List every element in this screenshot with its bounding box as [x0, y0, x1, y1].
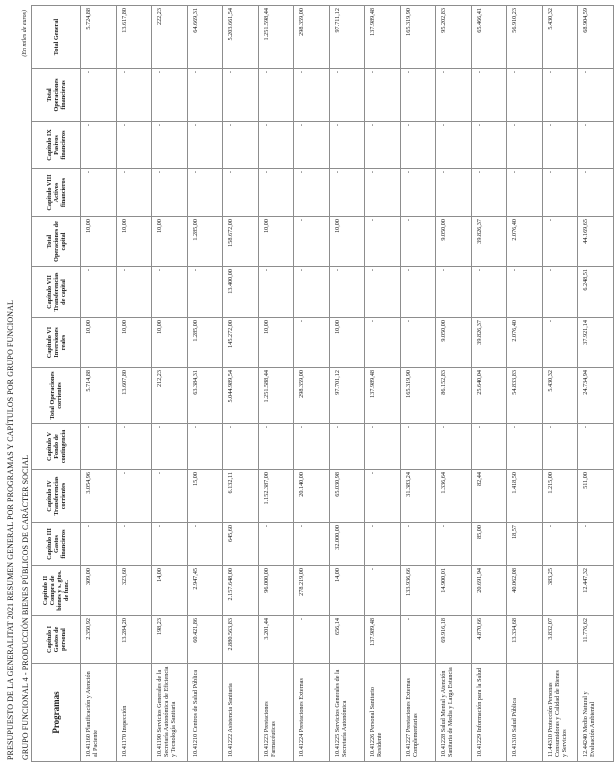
amount-cell: -: [258, 169, 294, 217]
program-name-cell: 10.41229 Información para la Salud: [471, 664, 507, 762]
amount-cell: -: [152, 169, 188, 217]
program-name-cell: 10.41228 Salud Mental y Atención Sanitaria de Media y Larga Estancia: [436, 664, 472, 762]
amount-cell: 65.030,98: [329, 470, 365, 523]
amount-cell: 3.054,96: [81, 470, 117, 523]
amount-cell: -: [329, 169, 365, 217]
amount-cell: -: [294, 616, 330, 664]
column-header: Capítulo VIII Activos financieros: [32, 169, 81, 217]
amount-cell: -: [436, 523, 472, 566]
column-header: Total Operaciones de capital: [32, 217, 81, 267]
amount-cell: -: [187, 169, 223, 217]
amount-cell: -: [436, 122, 472, 169]
amount-cell: -: [542, 69, 578, 122]
amount-cell: -: [400, 69, 436, 122]
table-row: [223, 6, 259, 762]
amount-cell: -: [116, 122, 152, 169]
amount-cell: -: [329, 424, 365, 470]
amount-cell: -: [400, 169, 436, 217]
amount-cell: 133.936,66: [400, 566, 436, 616]
amount-cell: -: [400, 122, 436, 169]
program-name-cell: 10.41310 Salud Pública: [507, 664, 543, 762]
units-note: (En miles de euros): [22, 10, 28, 57]
amount-cell: -: [81, 122, 117, 169]
amount-cell: 5.044.989,54: [223, 368, 259, 424]
amount-cell: 383,25: [542, 566, 578, 616]
amount-cell: 37.921,14: [578, 318, 614, 368]
amount-cell: -: [223, 69, 259, 122]
amount-cell: -: [258, 267, 294, 318]
amount-cell: 82,44: [471, 470, 507, 523]
amount-cell: -: [507, 122, 543, 169]
amount-cell: 1.215,00: [542, 470, 578, 523]
amount-cell: -: [507, 424, 543, 470]
budget-table: [31, 5, 614, 762]
column-header: Capítulo III Gastos financieros: [32, 523, 81, 566]
amount-cell: 309,00: [81, 566, 117, 616]
amount-cell: -: [542, 424, 578, 470]
program-name-cell: 10.41160 Planificación y Atención al Paciente: [81, 664, 117, 762]
amount-cell: -: [436, 169, 472, 217]
amount-cell: 2.076,40: [507, 217, 543, 267]
amount-cell: 212,23: [152, 368, 188, 424]
amount-cell: 13.617,80: [116, 6, 152, 69]
amount-cell: -: [365, 217, 401, 267]
amount-cell: -: [507, 69, 543, 122]
amount-cell: 6.248,51: [578, 267, 614, 318]
amount-cell: -: [187, 424, 223, 470]
program-name-cell: 10.41170 Inspección: [116, 664, 152, 762]
amount-cell: -: [578, 424, 614, 470]
amount-cell: 298.359,00: [294, 6, 330, 69]
amount-cell: -: [223, 169, 259, 217]
amount-cell: 3.201,44: [258, 616, 294, 664]
amount-cell: -: [81, 267, 117, 318]
amount-cell: 39.826,37: [471, 318, 507, 368]
amount-cell: -: [258, 523, 294, 566]
amount-cell: 24.734,94: [578, 368, 614, 424]
amount-cell: 5.430,32: [542, 6, 578, 69]
amount-cell: -: [152, 122, 188, 169]
amount-cell: -: [542, 523, 578, 566]
table-row: [116, 6, 152, 762]
amount-cell: 1.251.588,44: [258, 368, 294, 424]
amount-cell: -: [258, 122, 294, 169]
table-row: [542, 6, 578, 762]
amount-cell: -: [223, 424, 259, 470]
amount-cell: -: [294, 318, 330, 368]
amount-cell: 69.916,18: [436, 616, 472, 664]
amount-cell: 2.947,45: [187, 566, 223, 616]
amount-cell: 2.076,40: [507, 318, 543, 368]
column-header: Capítulo V Fondo de contingencia: [32, 424, 81, 470]
program-name-cell: 11.44310 Protección Personas Consumidoras y Calidad de Bienes y Servicios: [542, 664, 578, 762]
program-name-cell: 10.41190 Servicios Generales de la Secretaría Autonómica de Eficiencia y Tecnología Sanitaria: [152, 664, 188, 762]
program-name-cell: 10.41210 Centros de Salud Pública: [187, 664, 223, 762]
amount-cell: -: [400, 424, 436, 470]
amount-cell: 1.336,64: [436, 470, 472, 523]
amount-cell: -: [81, 424, 117, 470]
amount-cell: 44.169,65: [578, 217, 614, 267]
amount-cell: -: [365, 169, 401, 217]
amount-cell: -: [542, 267, 578, 318]
amount-cell: -: [116, 69, 152, 122]
amount-cell: -: [542, 169, 578, 217]
amount-cell: -: [116, 267, 152, 318]
amount-cell: -: [223, 122, 259, 169]
column-header: Total General: [32, 6, 81, 69]
amount-cell: 5.430,32: [542, 368, 578, 424]
amount-cell: -: [187, 122, 223, 169]
amount-cell: -: [81, 169, 117, 217]
amount-cell: 137.989,48: [365, 6, 401, 69]
amount-cell: 10,00: [329, 217, 365, 267]
table-row: [400, 6, 436, 762]
amount-cell: -: [471, 169, 507, 217]
amount-cell: 2.157.648,00: [223, 566, 259, 616]
table-row: [329, 6, 365, 762]
program-name-cell: 10.41224 Prestaciones Externas: [294, 664, 330, 762]
amount-cell: -: [294, 424, 330, 470]
column-header-programas: Programas: [32, 664, 81, 762]
amount-cell: -: [365, 318, 401, 368]
program-name-cell: 10.41223 Prestaciones Farmacéuticas: [258, 664, 294, 762]
amount-cell: 10,00: [329, 318, 365, 368]
table-row: [152, 6, 188, 762]
amount-cell: -: [507, 267, 543, 318]
amount-cell: -: [152, 267, 188, 318]
amount-cell: -: [187, 267, 223, 318]
amount-cell: 10,00: [81, 217, 117, 267]
amount-cell: 95.202,83: [436, 6, 472, 69]
amount-cell: 10,00: [258, 217, 294, 267]
amount-cell: 11.776,62: [578, 616, 614, 664]
amount-cell: 198,23: [152, 616, 188, 664]
amount-cell: -: [578, 122, 614, 169]
amount-cell: -: [152, 470, 188, 523]
amount-cell: 2.350,92: [81, 616, 117, 664]
amount-cell: 13.607,80: [116, 368, 152, 424]
amount-cell: -: [365, 267, 401, 318]
amount-cell: 15,00: [187, 470, 223, 523]
amount-cell: 656,14: [329, 616, 365, 664]
amount-cell: -: [471, 424, 507, 470]
amount-cell: -: [400, 523, 436, 566]
column-header: Total Operaciones corrientes: [32, 368, 81, 424]
amount-cell: -: [152, 523, 188, 566]
amount-cell: 10,00: [116, 318, 152, 368]
amount-cell: 2.880.563,83: [223, 616, 259, 664]
amount-cell: -: [436, 69, 472, 122]
amount-cell: -: [187, 69, 223, 122]
program-name-cell: 10.41225 Servicios Generales de la Secretaría Autonómica: [329, 664, 365, 762]
amount-cell: -: [578, 69, 614, 122]
amount-cell: -: [578, 523, 614, 566]
amount-cell: 10,00: [81, 318, 117, 368]
amount-cell: 13.334,68: [507, 616, 543, 664]
amount-cell: -: [116, 169, 152, 217]
program-name-cell: 10.41226 Personal Sanitario Residente: [365, 664, 401, 762]
amount-cell: 4.870,66: [471, 616, 507, 664]
amount-cell: 10,00: [152, 318, 188, 368]
amount-cell: 165.319,90: [400, 368, 436, 424]
amount-cell: -: [116, 470, 152, 523]
column-header: Capítulo IX Pasivos financieros: [32, 122, 81, 169]
amount-cell: -: [471, 69, 507, 122]
amount-cell: 165.319,90: [400, 6, 436, 69]
amount-cell: 96.000,00: [258, 566, 294, 616]
amount-cell: 5.724,88: [81, 6, 117, 69]
amount-cell: 137.989,48: [365, 368, 401, 424]
amount-cell: -: [400, 217, 436, 267]
table-row: [81, 6, 117, 762]
amount-cell: -: [578, 169, 614, 217]
amount-cell: 9.050,00: [436, 318, 472, 368]
amount-cell: -: [152, 69, 188, 122]
amount-cell: 1.152.387,00: [258, 470, 294, 523]
amount-cell: 54.833,83: [507, 368, 543, 424]
amount-cell: -: [507, 169, 543, 217]
table-row: [471, 6, 507, 762]
amount-cell: 323,60: [116, 566, 152, 616]
amount-cell: -: [294, 523, 330, 566]
column-header: Capítulo VI Inversiones reales: [32, 318, 81, 368]
amount-cell: -: [329, 267, 365, 318]
amount-cell: -: [542, 318, 578, 368]
amount-cell: -: [294, 69, 330, 122]
amount-cell: -: [258, 69, 294, 122]
amount-cell: -: [81, 523, 117, 566]
amount-cell: 222,23: [152, 6, 188, 69]
amount-cell: 13.400,00: [223, 267, 259, 318]
amount-cell: 5.203.661,54: [223, 6, 259, 69]
table-row: [187, 6, 223, 762]
amount-cell: 64.669,31: [187, 6, 223, 69]
amount-cell: 97.701,12: [329, 368, 365, 424]
amount-cell: 18,57: [507, 523, 543, 566]
amount-cell: 137.989,48: [365, 616, 401, 664]
amount-cell: -: [294, 267, 330, 318]
amount-cell: 85,00: [471, 523, 507, 566]
amount-cell: -: [258, 424, 294, 470]
amount-cell: -: [294, 217, 330, 267]
amount-cell: 56.910,23: [507, 6, 543, 69]
amount-cell: 32.000,00: [329, 523, 365, 566]
amount-cell: 278.219,00: [294, 566, 330, 616]
amount-cell: -: [294, 122, 330, 169]
table-row: [578, 6, 614, 762]
amount-cell: 145.272,00: [223, 318, 259, 368]
column-header: Capítulo I Gastos de personal: [32, 616, 81, 664]
amount-cell: 6.132,11: [223, 470, 259, 523]
amount-cell: -: [436, 424, 472, 470]
column-header: Total Operaciones financieras: [32, 69, 81, 122]
amount-cell: 14,00: [152, 566, 188, 616]
table-row: [365, 6, 401, 762]
column-header: Capítulo IV Transferencias corrientes: [32, 470, 81, 523]
amount-cell: 5.714,88: [81, 368, 117, 424]
amount-cell: 65.466,41: [471, 6, 507, 69]
amount-cell: -: [81, 69, 117, 122]
amount-cell: -: [329, 122, 365, 169]
column-header: Capítulo VII Transferencias de capital: [32, 267, 81, 318]
amount-cell: -: [187, 523, 223, 566]
amount-cell: -: [116, 523, 152, 566]
functional-group-heading: GRUPO FUNCIONAL 4 - PRODUCCIÓN BIENES PÚBLICOS DE CARÁCTER SOCIAL: [21, 454, 30, 760]
amount-cell: 298.359,00: [294, 368, 330, 424]
amount-cell: 13.284,20: [116, 616, 152, 664]
amount-cell: -: [436, 267, 472, 318]
table-body: [81, 6, 614, 762]
amount-cell: -: [471, 267, 507, 318]
amount-cell: 86.152,83: [436, 368, 472, 424]
amount-cell: -: [365, 69, 401, 122]
amount-cell: -: [542, 217, 578, 267]
table-header: [32, 6, 81, 762]
amount-cell: -: [365, 470, 401, 523]
amount-cell: -: [400, 318, 436, 368]
amount-cell: 40.062,08: [507, 566, 543, 616]
amount-cell: -: [365, 523, 401, 566]
amount-cell: 3.832,07: [542, 616, 578, 664]
amount-cell: 9.050,00: [436, 217, 472, 267]
amount-cell: -: [400, 267, 436, 318]
column-header: Capítulo II Compra de bienes y s. gtos. de func.: [32, 566, 81, 616]
table-row: [436, 6, 472, 762]
amount-cell: -: [365, 122, 401, 169]
amount-cell: -: [365, 566, 401, 616]
report-title: PRESUPUESTO DE LA GENERALITAT 2021 RESUMEN GENERAL POR PROGRAMAS Y CAPÍTULOS POR GRUPO FUNCIONAL: [6, 299, 15, 760]
amount-cell: -: [329, 69, 365, 122]
amount-cell: 1.285,00: [187, 318, 223, 368]
program-name-cell: 10.41222 Asistencia Sanitaria: [223, 664, 259, 762]
amount-cell: 10,00: [258, 318, 294, 368]
amount-cell: 31.383,24: [400, 470, 436, 523]
amount-cell: 511,00: [578, 470, 614, 523]
amount-cell: 10,00: [152, 217, 188, 267]
amount-cell: 60.421,86: [187, 616, 223, 664]
amount-cell: 68.904,59: [578, 6, 614, 69]
amount-cell: 20.691,94: [471, 566, 507, 616]
amount-cell: 39.826,37: [471, 217, 507, 267]
amount-cell: 25.640,04: [471, 368, 507, 424]
amount-cell: -: [152, 424, 188, 470]
table-row: [507, 6, 543, 762]
program-name-cell: 10.41227 Prestaciones Externas Complementarias: [400, 664, 436, 762]
amount-cell: 1.251.598,44: [258, 6, 294, 69]
amount-cell: -: [471, 122, 507, 169]
amount-cell: 14,00: [329, 566, 365, 616]
table-row: [258, 6, 294, 762]
amount-cell: 20.140,00: [294, 470, 330, 523]
amount-cell: 97.711,12: [329, 6, 365, 69]
amount-cell: -: [116, 424, 152, 470]
table-row: [294, 6, 330, 762]
amount-cell: 14.900,01: [436, 566, 472, 616]
amount-cell: 1.418,50: [507, 470, 543, 523]
amount-cell: 645,60: [223, 523, 259, 566]
header-row: [32, 6, 81, 762]
amount-cell: 63.384,31: [187, 368, 223, 424]
amount-cell: 158.672,00: [223, 217, 259, 267]
amount-cell: -: [400, 616, 436, 664]
amount-cell: 10,00: [116, 217, 152, 267]
amount-cell: -: [542, 122, 578, 169]
program-name-cell: 12.44240 Medio Natural y Evaluación Ambiental: [578, 664, 614, 762]
amount-cell: -: [294, 169, 330, 217]
amount-cell: -: [365, 424, 401, 470]
amount-cell: 1.285,00: [187, 217, 223, 267]
amount-cell: 12.447,32: [578, 566, 614, 616]
